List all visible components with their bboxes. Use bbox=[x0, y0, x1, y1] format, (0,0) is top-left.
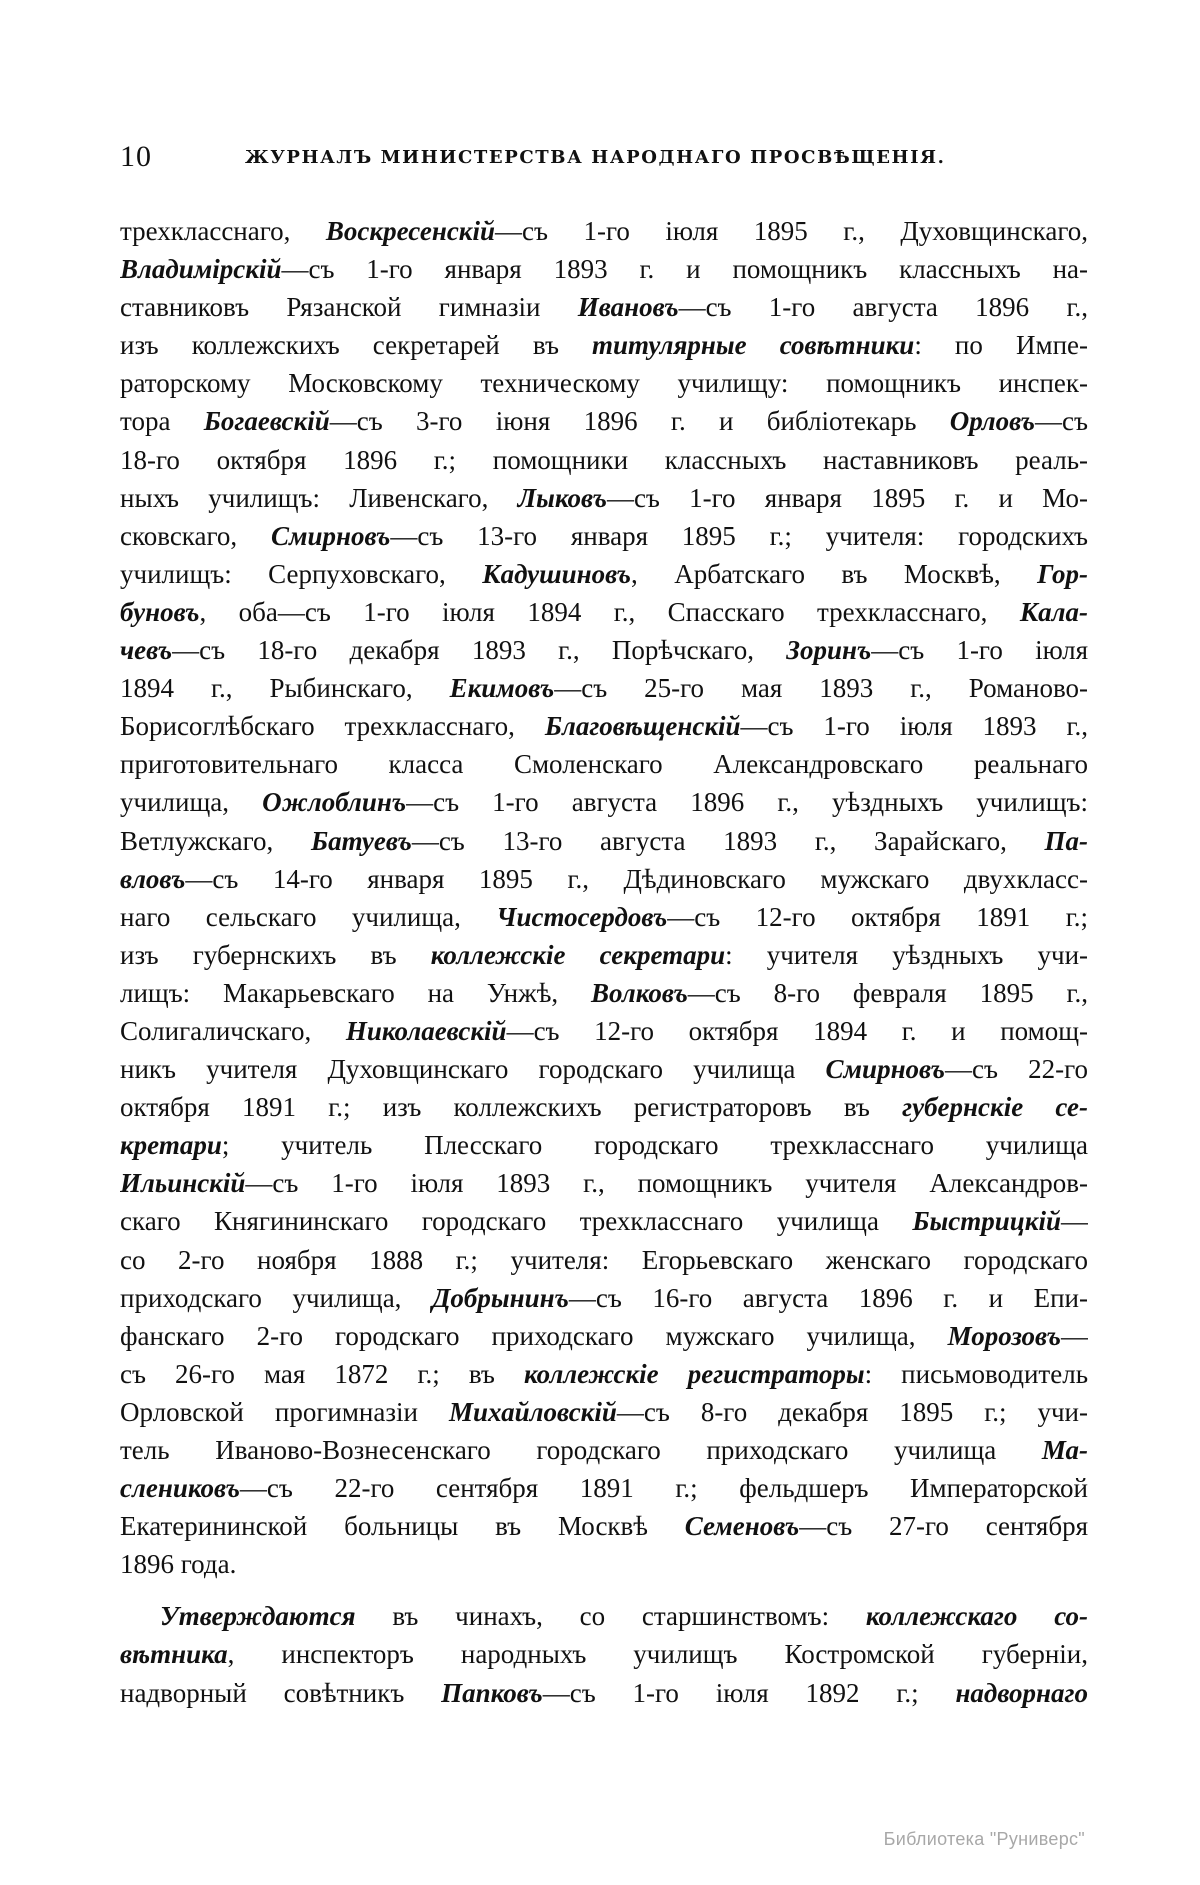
text-segment: 18-го октября 1896 г.; помощники классныхъ наставниковъ реаль- bbox=[120, 444, 1088, 475]
italic-name: слениковъ bbox=[120, 1473, 240, 1504]
text-line bbox=[120, 974, 1088, 1012]
text-segment: —съ 3-го іюня 1896 г. и библіотекарь bbox=[329, 406, 950, 437]
text-segment: ныхъ училищъ: Ливенскаго, bbox=[120, 482, 518, 513]
text-line bbox=[120, 1507, 1088, 1545]
text-segment: —съ 1-го августа 1896 г., уѣздныхъ училищъ: bbox=[406, 787, 1088, 818]
text-segment: —съ 13-го января 1895 г.; учителя: городскихъ bbox=[390, 520, 1088, 551]
text-segment: —съ 22-го bbox=[945, 1054, 1088, 1085]
text-segment: Борисоглѣбскаго трехкласснаго, bbox=[120, 711, 545, 742]
italic-name: Богаевскій bbox=[203, 406, 330, 437]
text-line bbox=[120, 936, 1088, 974]
text-segment: скаго Княгининскаго городскаго трехкласснаго училища bbox=[120, 1206, 913, 1237]
italic-name: Екимовъ bbox=[449, 673, 555, 704]
italic-name: Ожлоблинъ bbox=[262, 787, 407, 818]
text-segment: ставниковъ Рязанской гимназіи bbox=[120, 292, 578, 323]
library-watermark: Библиотека "Руниверс" bbox=[883, 1829, 1085, 1849]
text-line bbox=[120, 288, 1088, 326]
text-segment: —съ 8-го февраля 1895 г., bbox=[687, 977, 1088, 1008]
italic-name: Добрынинъ bbox=[431, 1282, 569, 1313]
text-line bbox=[120, 822, 1088, 860]
italic-name: Благовѣщенскій bbox=[544, 711, 741, 742]
italic-name: Орловъ bbox=[949, 406, 1036, 437]
body-text bbox=[120, 212, 1088, 1712]
text-line bbox=[120, 860, 1088, 898]
text-segment: —съ 16-го августа 1896 г. и Епи- bbox=[568, 1282, 1088, 1313]
text-segment: —съ 1-го января 1895 г. и Мо- bbox=[606, 482, 1088, 513]
text-segment: сковскаго, bbox=[120, 520, 271, 551]
italic-name: Лыковъ bbox=[517, 482, 607, 513]
text-segment: —съ 1-го іюля 1893 г., bbox=[740, 711, 1088, 742]
text-line bbox=[120, 250, 1088, 288]
text-line bbox=[120, 1393, 1088, 1431]
italic-name: коллежскаго со- bbox=[865, 1601, 1088, 1632]
text-line bbox=[120, 1635, 1088, 1673]
text-segment: —съ 22-го сентября 1891 г.; фельдшеръ Императорской bbox=[239, 1473, 1088, 1504]
text-line bbox=[120, 1597, 1088, 1635]
text-segment: приходскаго училища, bbox=[120, 1282, 432, 1313]
text-segment: —съ 1-го іюля 1893 г., помощникъ учителя Александров- bbox=[245, 1168, 1088, 1199]
text-segment: Ветлужскаго, bbox=[120, 825, 311, 856]
text-segment: тора bbox=[120, 406, 204, 437]
text-line bbox=[120, 1355, 1088, 1393]
text-line bbox=[120, 1241, 1088, 1279]
text-segment: —съ 25-го мая 1893 г., Романово- bbox=[554, 673, 1088, 704]
text-segment: —съ bbox=[1035, 406, 1088, 437]
italic-name: Воскресенскій bbox=[325, 216, 495, 246]
text-line bbox=[120, 364, 1088, 402]
italic-name: Владимірскій bbox=[120, 254, 282, 285]
text-segment: —съ 1-го августа 1896 г., bbox=[678, 292, 1088, 323]
page-header bbox=[120, 140, 1090, 180]
text-segment: —съ 1-го іюля 1892 г.; bbox=[542, 1677, 956, 1708]
italic-name: буновъ bbox=[120, 596, 200, 627]
text-segment: —съ 13-го августа 1893 г., Зарайскаго, bbox=[411, 825, 1045, 856]
italic-name: Утверждаются bbox=[160, 1601, 356, 1632]
italic-name: Батуевъ bbox=[310, 825, 412, 856]
text-line bbox=[120, 479, 1088, 517]
text-line bbox=[120, 707, 1088, 745]
text-segment: —съ 1-го іюля 1895 г., Духовщинскаго, bbox=[495, 216, 1088, 246]
text-segment: —съ 1-го января 1893 г. и помощникъ классныхъ на- bbox=[281, 254, 1088, 285]
text-segment: Солигаличскаго, bbox=[120, 1015, 346, 1046]
italic-name: Михайловскій bbox=[448, 1396, 617, 1427]
text-segment: —съ 12-го октября 1891 г.; bbox=[667, 901, 1088, 932]
text-segment: трехкласснаго, bbox=[120, 216, 326, 246]
text-segment: , Арбатскаго въ Москвѣ, bbox=[631, 558, 1038, 589]
text-line bbox=[120, 402, 1088, 440]
text-segment: октября 1891 г.; изъ коллежскихъ регистраторовъ въ bbox=[120, 1092, 903, 1123]
text-segment: приготовительнаго класса Смоленскаго Александровскаго реальнаго bbox=[120, 749, 1088, 780]
italic-name: Чистосердовъ bbox=[496, 901, 668, 932]
italic-name: Морозовъ bbox=[947, 1320, 1061, 1351]
text-line bbox=[120, 555, 1088, 593]
text-segment: : письмоводитель bbox=[864, 1358, 1088, 1389]
text-segment: — bbox=[1061, 1320, 1088, 1351]
italic-name: Николаевскій bbox=[345, 1015, 507, 1046]
text-segment: съ 26-го мая 1872 г.; въ bbox=[120, 1358, 524, 1389]
italic-name: кретари bbox=[120, 1130, 222, 1161]
italic-name: надворнаго bbox=[955, 1677, 1088, 1708]
text-line bbox=[120, 631, 1088, 669]
text-segment: , инспекторъ народныхъ училищъ Костромской губерніи, bbox=[227, 1639, 1088, 1670]
text-segment: — bbox=[1061, 1206, 1088, 1237]
text-line bbox=[120, 326, 1088, 364]
text-line bbox=[120, 1674, 1088, 1712]
italic-name: Ивановъ bbox=[577, 292, 679, 323]
text-line bbox=[120, 1164, 1088, 1202]
text-segment: : по Импе- bbox=[914, 330, 1088, 361]
italic-name: Волковъ bbox=[591, 977, 688, 1008]
text-line bbox=[120, 1202, 1088, 1240]
text-segment: Екатерининской больницы въ Москвѣ bbox=[120, 1511, 685, 1542]
text-line bbox=[120, 1469, 1088, 1507]
text-line bbox=[120, 669, 1088, 707]
italic-name: коллежскіе секретари bbox=[430, 939, 726, 970]
page-number: 10 bbox=[120, 140, 152, 173]
italic-name: губернскіе се- bbox=[902, 1092, 1088, 1123]
italic-name: Кала- bbox=[1019, 596, 1088, 627]
italic-name: титулярные совѣтники bbox=[592, 330, 915, 361]
text-line bbox=[120, 898, 1088, 936]
italic-name: Гор- bbox=[1037, 558, 1088, 589]
text-line bbox=[120, 1088, 1088, 1126]
italic-name: Зоринъ bbox=[786, 635, 872, 666]
italic-name: вѣтника bbox=[120, 1639, 228, 1670]
text-segment: —съ 12-го октября 1894 г. и помощ- bbox=[506, 1015, 1088, 1046]
text-line bbox=[120, 1545, 1088, 1583]
text-segment: со 2-го ноября 1888 г.; учителя: Егорьевскаго женскаго городскаго bbox=[120, 1244, 1088, 1275]
text-segment: : учителя уѣздныхъ учи- bbox=[725, 939, 1088, 970]
text-segment: —съ 18-го декабря 1893 г., Порѣчскаго, bbox=[172, 635, 787, 666]
text-segment: изъ губернскихъ въ bbox=[120, 939, 431, 970]
italic-name: Семеновъ bbox=[684, 1511, 800, 1542]
text-segment: училища, bbox=[120, 787, 263, 818]
text-segment: 1894 г., Рыбинскаго, bbox=[120, 673, 450, 704]
italic-name: Смирновъ bbox=[270, 520, 391, 551]
text-segment: наго сельскаго училища, bbox=[120, 901, 497, 932]
text-segment: —съ 27-го сентября bbox=[799, 1511, 1088, 1542]
text-segment: изъ коллежскихъ секретарей въ bbox=[120, 330, 593, 361]
text-segment: —съ 14-го января 1895 г., Дѣдиновскаго мужскаго двухкласс- bbox=[185, 863, 1088, 894]
italic-name: Па- bbox=[1044, 825, 1088, 856]
italic-name: вловъ bbox=[120, 863, 186, 894]
text-line bbox=[120, 441, 1088, 479]
italic-name: Кадушиновъ bbox=[482, 558, 632, 589]
text-segment: лищъ: Макарьевскаго на Унжѣ, bbox=[120, 977, 592, 1008]
text-segment: училищъ: Серпуховскаго, bbox=[120, 558, 483, 589]
text-line bbox=[120, 212, 1088, 250]
text-line bbox=[120, 745, 1088, 783]
text-segment: тель Иваново-Вознесенскаго городскаго приходскаго училища bbox=[120, 1435, 1042, 1465]
italic-name: чевъ bbox=[120, 635, 173, 666]
running-title: ЖУРНАЛЪ МИНИСТЕРСТВА НАРОДНАГО ПРОСВѢЩЕНІЯ. bbox=[245, 147, 946, 168]
italic-name: Ма- bbox=[1041, 1435, 1088, 1465]
text-line bbox=[120, 1431, 1088, 1469]
text-segment: надворный совѣтникъ bbox=[120, 1677, 442, 1708]
text-segment: —съ 1-го іюля bbox=[871, 635, 1088, 666]
text-segment: раторскому Московскому техническому училищу: помощникъ инспек- bbox=[120, 368, 1088, 399]
text-segment: фанскаго 2-го городскаго приходскаго мужскаго училища, bbox=[120, 1320, 948, 1351]
text-line bbox=[120, 1126, 1088, 1164]
text-segment: въ чинахъ, со старшинствомъ: bbox=[355, 1601, 866, 1632]
italic-name: Смирновъ bbox=[825, 1054, 945, 1085]
text-line bbox=[120, 593, 1088, 631]
text-line bbox=[120, 1012, 1088, 1050]
text-line bbox=[120, 783, 1088, 821]
italic-name: Ильинскій bbox=[120, 1168, 246, 1199]
italic-name: Папковъ bbox=[441, 1677, 543, 1708]
text-segment: никъ учителя Духовщинскаго городскаго училища bbox=[120, 1054, 826, 1085]
text-segment: Орловской прогимназіи bbox=[120, 1396, 449, 1427]
text-line bbox=[120, 1279, 1088, 1317]
italic-name: Быстрицкій bbox=[912, 1206, 1061, 1237]
text-segment: ; учитель Плесскаго городскаго трехкласснаго училища bbox=[221, 1130, 1088, 1161]
text-line bbox=[120, 517, 1088, 555]
italic-name: коллежскіе регистраторы bbox=[523, 1358, 865, 1389]
text-line bbox=[120, 1317, 1088, 1355]
text-segment: , оба—съ 1-го іюля 1894 г., Спасскаго трехкласснаго, bbox=[199, 596, 1020, 627]
text-segment: —съ 8-го декабря 1895 г.; учи- bbox=[616, 1396, 1088, 1427]
text-segment: 1896 года. bbox=[120, 1549, 237, 1580]
text-line bbox=[120, 1050, 1088, 1088]
